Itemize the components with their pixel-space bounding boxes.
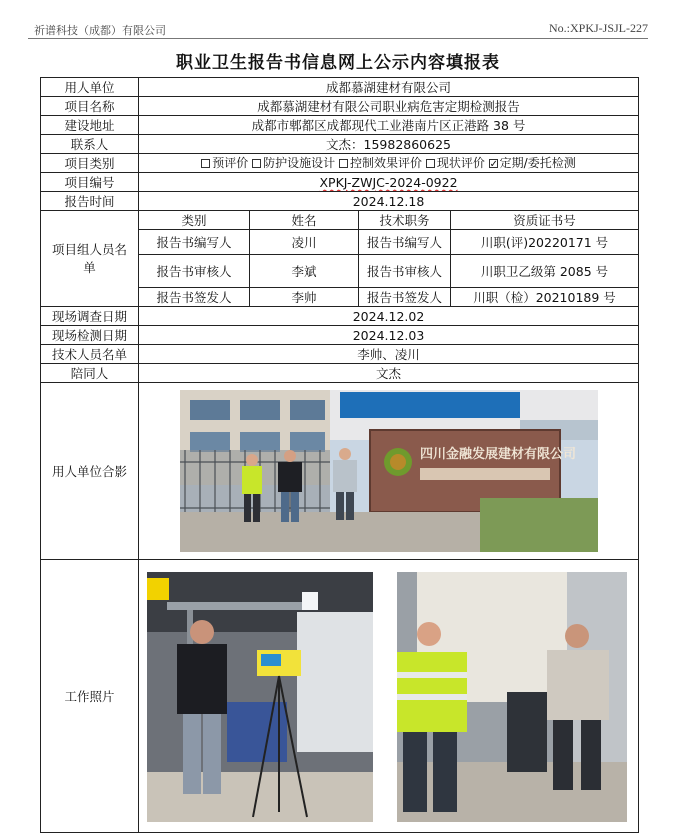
option-text: 预评价 [212,155,249,170]
survey-date-label: 现场调查日期 [41,307,139,326]
test-date-label: 现场检测日期 [41,326,139,345]
row-survey-date [41,307,639,326]
option-control-effect[interactable] [339,156,422,170]
checkbox-icon[interactable] [252,159,261,168]
member-title: 报告书审核人 [359,255,451,288]
company-name: 祈谱科技（成都）有限公司 [34,24,166,37]
project-no-value [139,173,639,192]
row-contact [41,135,639,154]
document-number: No.:XPKJ-JSJL-227 [548,21,648,35]
row-project-no [41,173,639,192]
sign-text: 四川金融发展建材有限公司 [419,447,576,462]
option-pre-evaluation[interactable] [201,156,248,170]
checkbox-icon[interactable] [426,159,435,168]
companion-value: 文杰 [139,364,639,383]
row-companion [41,364,639,383]
option-periodic-testing[interactable] [489,156,576,170]
team-header-name: 姓名 [250,211,359,230]
project-no-label: 项目编号 [41,173,139,192]
tech-staff-value: 李帅、凌川 [139,345,639,364]
row-test-date [41,326,639,345]
group-photo-cell [139,383,639,560]
report-time-label: 报告时间 [41,192,139,211]
work-photos-cell [139,560,639,833]
project-no-text: XPKJ-ZWJC-2024-0922 [319,174,458,190]
option-text: 防护设施设计 [263,155,336,170]
checkbox-icon[interactable] [339,159,348,168]
survey-date-value: 2024.12.02 [139,307,639,326]
contact-value: 文杰：15982860625 [139,135,639,154]
test-date-value: 2024.12.03 [139,326,639,345]
report-time-value: 2024.12.18 [139,192,639,211]
project-type-label: 项目类别 [41,154,139,173]
work-photos-label: 工作照片 [41,560,139,833]
employer-label: 用人单位 [41,78,139,97]
project-type-options [139,154,639,173]
group-photo-label: 用人单位合影 [41,383,139,560]
header-divider [28,38,648,39]
checked-checkbox-icon[interactable] [489,159,498,168]
work-photo-left [147,572,373,822]
option-text: 控制效果评价 [349,155,422,170]
tech-staff-label: 技术人员名单 [41,345,139,364]
work-photo-left-image [147,572,373,822]
option-status-evaluation[interactable] [426,156,485,170]
contact-label: 联系人 [41,135,139,154]
row-employer [41,78,639,97]
team-label: 项目组人员名单 [41,211,139,307]
member-name: 李帅 [250,288,359,307]
member-cert: 川职(评)20220171 号 [451,230,639,255]
option-text: 定期/委托检测 [499,155,576,170]
group-photo [180,390,598,552]
row-project-name [41,97,639,116]
row-project-type [41,154,639,173]
row-report-time [41,192,639,211]
group-photo-image [180,390,598,552]
row-address [41,116,639,135]
option-protection-design[interactable] [252,156,335,170]
member-cert: 川职卫乙级第 2085 号 [451,255,639,288]
employer-value: 成都慕湖建材有限公司 [139,78,639,97]
work-photo-right-image [397,572,627,822]
address-value: 成都市郫都区成都现代工业港南片区正港路 38 号 [139,116,639,135]
team-header-title: 技术职务 [359,211,451,230]
checkbox-icon[interactable] [201,159,210,168]
row-tech-staff [41,345,639,364]
team-header-category: 类别 [139,211,250,230]
row-group-photo [41,383,639,560]
member-category: 报告书签发人 [139,288,250,307]
member-title: 报告书编写人 [359,230,451,255]
team-header-row [41,211,639,230]
row-work-photos [41,560,639,833]
member-name: 李斌 [250,255,359,288]
info-table [40,77,639,833]
member-category: 报告书编写人 [139,230,250,255]
member-name: 凌川 [250,230,359,255]
work-photo-right [397,572,627,822]
team-header-cert: 资质证书号 [451,211,639,230]
page-header [0,0,676,44]
address-label: 建设地址 [41,116,139,135]
companion-label: 陪同人 [41,364,139,383]
project-name-value: 成都慕湖建材有限公司职业病危害定期检测报告 [139,97,639,116]
member-title: 报告书签发人 [359,288,451,307]
page-title: 职业卫生报告书信息网上公示内容填报表 [176,53,500,73]
project-name-label: 项目名称 [41,97,139,116]
member-category: 报告书审核人 [139,255,250,288]
option-text: 现状评价 [436,155,485,170]
member-cert: 川职（检）20210189 号 [451,288,639,307]
